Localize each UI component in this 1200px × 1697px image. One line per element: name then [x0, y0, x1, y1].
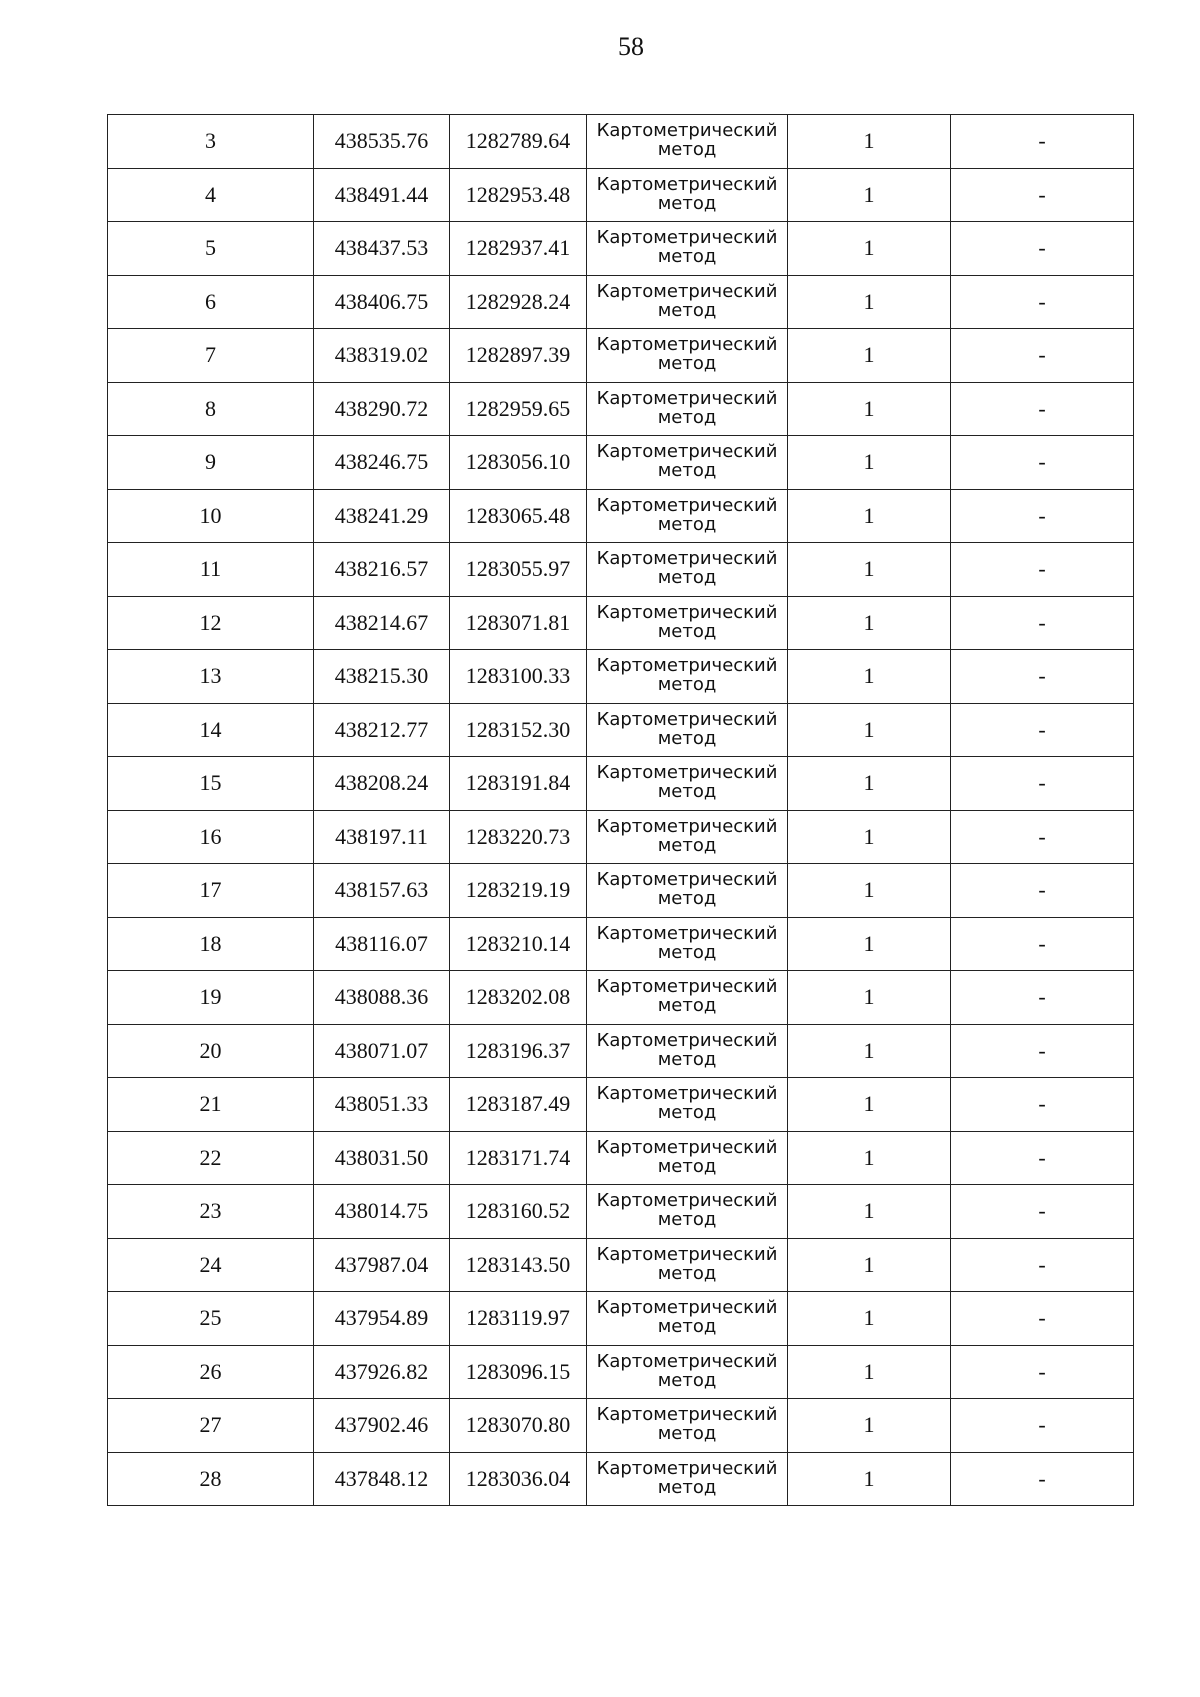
- point-number-cell: 12: [108, 596, 314, 650]
- y-coordinate-cell: 1282897.39: [450, 329, 587, 383]
- note-cell: -: [951, 1078, 1134, 1132]
- method-line-1: Картометрический: [596, 601, 778, 623]
- note-cell: -: [951, 543, 1134, 597]
- x-coordinate-cell: 437926.82: [314, 1345, 450, 1399]
- x-coordinate-cell: 438212.77: [314, 703, 450, 757]
- y-coordinate-cell: 1283187.49: [450, 1078, 587, 1132]
- note-cell: -: [951, 329, 1134, 383]
- x-coordinate-cell: 438246.75: [314, 436, 450, 490]
- method-line-1: Картометрический: [596, 762, 778, 784]
- x-coordinate-cell: 438088.36: [314, 971, 450, 1025]
- note-cell: -: [951, 1345, 1134, 1399]
- table-row: [108, 596, 1134, 650]
- point-number-cell: 7: [108, 329, 314, 383]
- method-line-1: Картометрический: [596, 494, 778, 516]
- method-line-1: Картометрический: [596, 655, 778, 677]
- note-cell: -: [951, 864, 1134, 918]
- method-line-2: метод: [657, 1476, 717, 1498]
- coordinates-table-body: [108, 115, 1134, 1506]
- x-coordinate-cell: 438014.75: [314, 1185, 450, 1239]
- table-row: [108, 1452, 1134, 1506]
- note-cell: -: [951, 917, 1134, 971]
- note-cell: -: [951, 1185, 1134, 1239]
- method-line-2: метод: [657, 139, 717, 161]
- y-coordinate-cell: 1283065.48: [450, 489, 587, 543]
- method-line-1: Картометрический: [596, 1297, 778, 1319]
- note-cell: -: [951, 596, 1134, 650]
- note-cell: -: [951, 1399, 1134, 1453]
- note-cell: -: [951, 382, 1134, 436]
- point-number-cell: 13: [108, 650, 314, 704]
- accuracy-cell: 1: [788, 1131, 951, 1185]
- method-line-2: метод: [657, 192, 717, 214]
- y-coordinate-cell: 1282953.48: [450, 168, 587, 222]
- point-number-cell: 3: [108, 115, 314, 169]
- point-number-cell: 4: [108, 168, 314, 222]
- method-line-2: метод: [657, 1048, 717, 1070]
- x-coordinate-cell: 437954.89: [314, 1292, 450, 1346]
- y-coordinate-cell: 1283160.52: [450, 1185, 587, 1239]
- method-cell: [587, 1399, 788, 1453]
- method-line-1: Картометрический: [596, 548, 778, 570]
- x-coordinate-cell: 438241.29: [314, 489, 450, 543]
- method-line-2: метод: [657, 995, 717, 1017]
- method-cell: [587, 971, 788, 1025]
- y-coordinate-cell: 1283210.14: [450, 917, 587, 971]
- method-cell: [587, 1185, 788, 1239]
- method-line-2: метод: [657, 1209, 717, 1231]
- method-line-2: метод: [657, 1262, 717, 1284]
- table-row: [108, 489, 1134, 543]
- point-number-cell: 8: [108, 382, 314, 436]
- method-line-2: метод: [657, 834, 717, 856]
- method-cell: [587, 1238, 788, 1292]
- point-number-cell: 24: [108, 1238, 314, 1292]
- method-cell: [587, 1345, 788, 1399]
- point-number-cell: 6: [108, 275, 314, 329]
- method-line-1: Картометрический: [596, 1350, 778, 1372]
- method-cell: [587, 329, 788, 383]
- point-number-cell: 11: [108, 543, 314, 597]
- method-line-1: Картометрический: [596, 1136, 778, 1158]
- accuracy-cell: 1: [788, 222, 951, 276]
- accuracy-cell: 1: [788, 1292, 951, 1346]
- y-coordinate-cell: 1283152.30: [450, 703, 587, 757]
- accuracy-cell: 1: [788, 864, 951, 918]
- y-coordinate-cell: 1283171.74: [450, 1131, 587, 1185]
- method-cell: [587, 650, 788, 704]
- y-coordinate-cell: 1283143.50: [450, 1238, 587, 1292]
- point-number-cell: 28: [108, 1452, 314, 1506]
- method-line-2: метод: [657, 941, 717, 963]
- accuracy-cell: 1: [788, 810, 951, 864]
- method-line-2: метод: [657, 246, 717, 268]
- y-coordinate-cell: 1283055.97: [450, 543, 587, 597]
- method-line-1: Картометрический: [596, 922, 778, 944]
- method-line-2: метод: [657, 727, 717, 749]
- method-line-2: метод: [657, 1155, 717, 1177]
- x-coordinate-cell: 438116.07: [314, 917, 450, 971]
- table-row: [108, 1345, 1134, 1399]
- y-coordinate-cell: 1283202.08: [450, 971, 587, 1025]
- point-number-cell: 26: [108, 1345, 314, 1399]
- point-number-cell: 16: [108, 810, 314, 864]
- table-row: [108, 1238, 1134, 1292]
- accuracy-cell: 1: [788, 382, 951, 436]
- method-cell: [587, 275, 788, 329]
- method-cell: [587, 222, 788, 276]
- table-row: [108, 1078, 1134, 1132]
- y-coordinate-cell: 1283056.10: [450, 436, 587, 490]
- table-row: [108, 971, 1134, 1025]
- table-row: [108, 543, 1134, 597]
- method-line-2: метод: [657, 406, 717, 428]
- method-line-1: Картометрический: [596, 1083, 778, 1105]
- point-number-cell: 20: [108, 1024, 314, 1078]
- method-line-2: метод: [657, 1316, 717, 1338]
- method-line-2: метод: [657, 1369, 717, 1391]
- accuracy-cell: 1: [788, 329, 951, 383]
- note-cell: -: [951, 650, 1134, 704]
- y-coordinate-cell: 1282928.24: [450, 275, 587, 329]
- note-cell: -: [951, 1452, 1134, 1506]
- x-coordinate-cell: 437902.46: [314, 1399, 450, 1453]
- y-coordinate-cell: 1282959.65: [450, 382, 587, 436]
- x-coordinate-cell: 438491.44: [314, 168, 450, 222]
- note-cell: -: [951, 810, 1134, 864]
- point-number-cell: 5: [108, 222, 314, 276]
- method-cell: [587, 703, 788, 757]
- accuracy-cell: 1: [788, 757, 951, 811]
- method-line-1: Картометрический: [596, 869, 778, 891]
- x-coordinate-cell: 438535.76: [314, 115, 450, 169]
- method-cell: [587, 1131, 788, 1185]
- method-line-1: Картометрический: [596, 280, 778, 302]
- accuracy-cell: 1: [788, 436, 951, 490]
- accuracy-cell: 1: [788, 1238, 951, 1292]
- method-line-2: метод: [657, 674, 717, 696]
- y-coordinate-cell: 1282789.64: [450, 115, 587, 169]
- note-cell: -: [951, 703, 1134, 757]
- method-cell: [587, 382, 788, 436]
- note-cell: -: [951, 115, 1134, 169]
- x-coordinate-cell: 438216.57: [314, 543, 450, 597]
- point-number-cell: 10: [108, 489, 314, 543]
- point-number-cell: 15: [108, 757, 314, 811]
- x-coordinate-cell: 438319.02: [314, 329, 450, 383]
- method-line-2: метод: [657, 567, 717, 589]
- table-row: [108, 382, 1134, 436]
- method-line-2: метод: [657, 620, 717, 642]
- method-line-2: метод: [657, 513, 717, 535]
- point-number-cell: 17: [108, 864, 314, 918]
- note-cell: -: [951, 168, 1134, 222]
- method-cell: [587, 543, 788, 597]
- method-line-2: метод: [657, 1102, 717, 1124]
- accuracy-cell: 1: [788, 168, 951, 222]
- coordinates-table: [107, 114, 1134, 1506]
- x-coordinate-cell: 438031.50: [314, 1131, 450, 1185]
- x-coordinate-cell: 437987.04: [314, 1238, 450, 1292]
- table-row: [108, 757, 1134, 811]
- note-cell: -: [951, 1292, 1134, 1346]
- x-coordinate-cell: 438290.72: [314, 382, 450, 436]
- point-number-cell: 14: [108, 703, 314, 757]
- table-row: [108, 810, 1134, 864]
- accuracy-cell: 1: [788, 917, 951, 971]
- x-coordinate-cell: 438406.75: [314, 275, 450, 329]
- table-row: [108, 436, 1134, 490]
- table-row: [108, 222, 1134, 276]
- accuracy-cell: 1: [788, 489, 951, 543]
- method-line-1: Картометрический: [596, 387, 778, 409]
- method-line-2: метод: [657, 299, 717, 321]
- accuracy-cell: 1: [788, 1185, 951, 1239]
- note-cell: -: [951, 1024, 1134, 1078]
- accuracy-cell: 1: [788, 1452, 951, 1506]
- y-coordinate-cell: 1283070.80: [450, 1399, 587, 1453]
- method-cell: [587, 917, 788, 971]
- accuracy-cell: 1: [788, 275, 951, 329]
- note-cell: -: [951, 275, 1134, 329]
- x-coordinate-cell: 438215.30: [314, 650, 450, 704]
- method-cell: [587, 168, 788, 222]
- method-cell: [587, 1292, 788, 1346]
- table-row: [108, 329, 1134, 383]
- note-cell: -: [951, 222, 1134, 276]
- x-coordinate-cell: 438437.53: [314, 222, 450, 276]
- method-line-2: метод: [657, 781, 717, 803]
- method-line-1: Картометрический: [596, 708, 778, 730]
- method-line-1: Картометрический: [596, 815, 778, 837]
- method-line-2: метод: [657, 460, 717, 482]
- x-coordinate-cell: 438071.07: [314, 1024, 450, 1078]
- x-coordinate-cell: 438214.67: [314, 596, 450, 650]
- accuracy-cell: 1: [788, 703, 951, 757]
- point-number-cell: 18: [108, 917, 314, 971]
- page-number: 58: [618, 32, 644, 61]
- accuracy-cell: 1: [788, 1345, 951, 1399]
- method-line-1: Картометрический: [596, 334, 778, 356]
- y-coordinate-cell: 1283096.15: [450, 1345, 587, 1399]
- point-number-cell: 25: [108, 1292, 314, 1346]
- point-number-cell: 27: [108, 1399, 314, 1453]
- accuracy-cell: 1: [788, 543, 951, 597]
- y-coordinate-cell: 1283036.04: [450, 1452, 587, 1506]
- method-cell: [587, 596, 788, 650]
- method-cell: [587, 810, 788, 864]
- method-line-1: Картометрический: [596, 441, 778, 463]
- accuracy-cell: 1: [788, 115, 951, 169]
- y-coordinate-cell: 1283119.97: [450, 1292, 587, 1346]
- method-line-2: метод: [657, 353, 717, 375]
- accuracy-cell: 1: [788, 596, 951, 650]
- method-line-1: Картометрический: [596, 1029, 778, 1051]
- y-coordinate-cell: 1283071.81: [450, 596, 587, 650]
- method-line-1: Картометрический: [596, 1404, 778, 1426]
- x-coordinate-cell: 438208.24: [314, 757, 450, 811]
- method-cell: [587, 489, 788, 543]
- method-cell: [587, 1078, 788, 1132]
- method-cell: [587, 436, 788, 490]
- note-cell: -: [951, 971, 1134, 1025]
- note-cell: -: [951, 1238, 1134, 1292]
- table-row: [108, 1131, 1134, 1185]
- accuracy-cell: 1: [788, 650, 951, 704]
- method-cell: [587, 115, 788, 169]
- method-line-1: Картометрический: [596, 227, 778, 249]
- table-row: [108, 115, 1134, 169]
- point-number-cell: 21: [108, 1078, 314, 1132]
- method-line-1: Картометрический: [596, 1243, 778, 1265]
- point-number-cell: 23: [108, 1185, 314, 1239]
- x-coordinate-cell: 437848.12: [314, 1452, 450, 1506]
- table-row: [108, 864, 1134, 918]
- note-cell: -: [951, 436, 1134, 490]
- accuracy-cell: 1: [788, 971, 951, 1025]
- x-coordinate-cell: 438157.63: [314, 864, 450, 918]
- y-coordinate-cell: 1282937.41: [450, 222, 587, 276]
- y-coordinate-cell: 1283191.84: [450, 757, 587, 811]
- method-line-1: Картометрический: [596, 173, 778, 195]
- x-coordinate-cell: 438197.11: [314, 810, 450, 864]
- table-row: [108, 168, 1134, 222]
- method-line-2: метод: [657, 888, 717, 910]
- method-line-1: Картометрический: [596, 1457, 778, 1479]
- point-number-cell: 22: [108, 1131, 314, 1185]
- point-number-cell: 19: [108, 971, 314, 1025]
- method-cell: [587, 1024, 788, 1078]
- method-line-1: Картометрический: [596, 976, 778, 998]
- table-row: [108, 1399, 1134, 1453]
- note-cell: -: [951, 757, 1134, 811]
- method-line-2: метод: [657, 1423, 717, 1445]
- y-coordinate-cell: 1283100.33: [450, 650, 587, 704]
- accuracy-cell: 1: [788, 1024, 951, 1078]
- method-cell: [587, 1452, 788, 1506]
- x-coordinate-cell: 438051.33: [314, 1078, 450, 1132]
- point-number-cell: 9: [108, 436, 314, 490]
- table-row: [108, 275, 1134, 329]
- method-line-1: Картометрический: [596, 1190, 778, 1212]
- note-cell: -: [951, 1131, 1134, 1185]
- method-cell: [587, 864, 788, 918]
- accuracy-cell: 1: [788, 1078, 951, 1132]
- table-row: [108, 650, 1134, 704]
- y-coordinate-cell: 1283196.37: [450, 1024, 587, 1078]
- accuracy-cell: 1: [788, 1399, 951, 1453]
- table-row: [108, 917, 1134, 971]
- method-cell: [587, 757, 788, 811]
- y-coordinate-cell: 1283220.73: [450, 810, 587, 864]
- table-row: [108, 1292, 1134, 1346]
- y-coordinate-cell: 1283219.19: [450, 864, 587, 918]
- table-row: [108, 703, 1134, 757]
- note-cell: -: [951, 489, 1134, 543]
- method-line-1: Картометрический: [596, 120, 778, 142]
- table-row: [108, 1024, 1134, 1078]
- table-row: [108, 1185, 1134, 1239]
